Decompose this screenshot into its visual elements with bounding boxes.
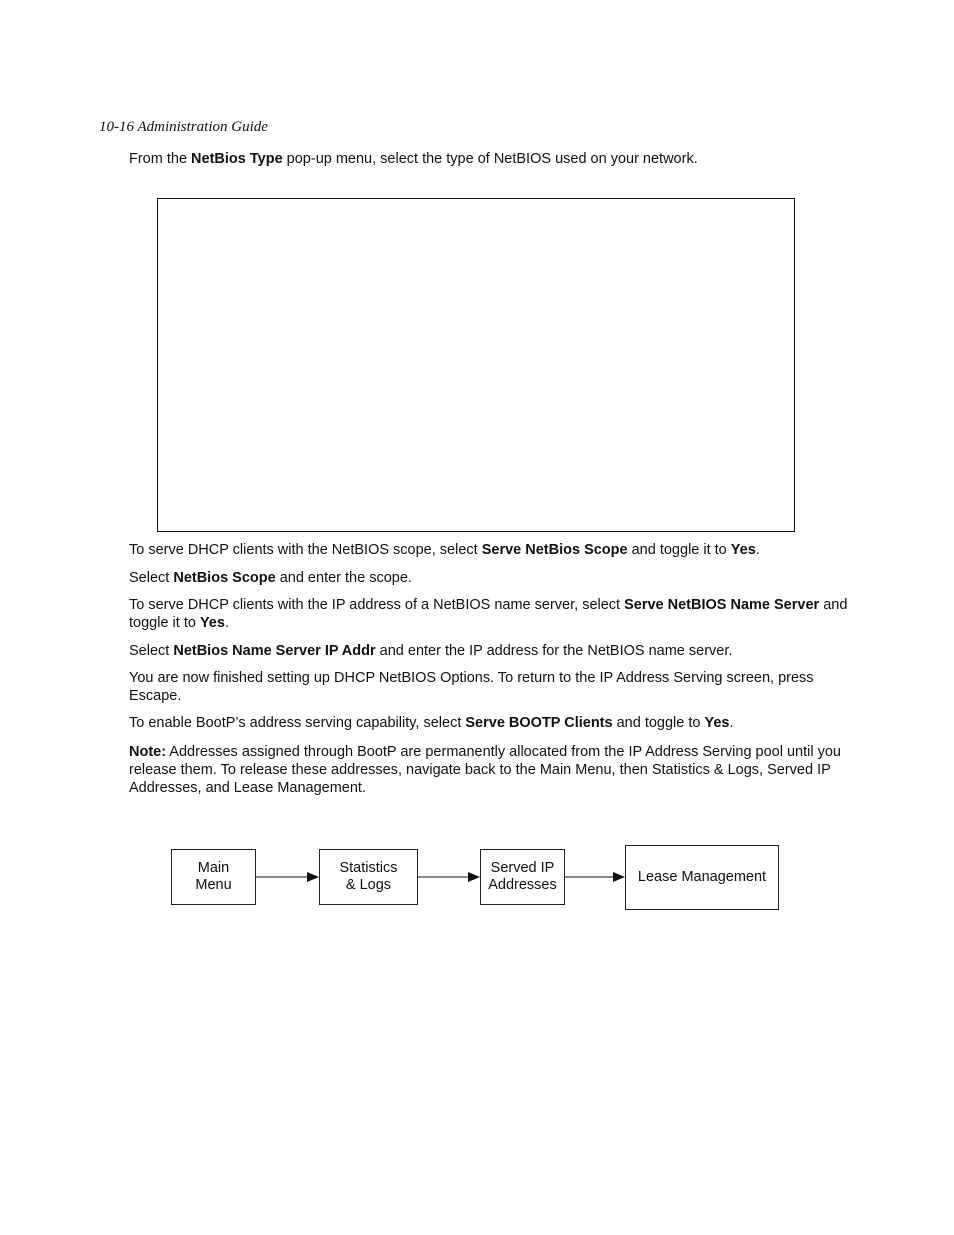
- text-run: To serve DHCP clients with the NetBIOS scope, select: [129, 542, 482, 558]
- note-paragraph: [129, 743, 855, 797]
- node-label: & Logs: [345, 877, 392, 893]
- text-run: You are now finished setting up DHCP NetBIOS Options. To return to the IP Address Serving screen, press Escape.: [129, 670, 814, 704]
- text-run: Addresses assigned through BootP are permanently allocated from the IP Address Serving pool until you release them. To release these addresses, navigate back to the Main Menu, then Statistics & Logs, Served IP Addresses, and Lease Management.: [129, 744, 841, 796]
- ui-term: Yes: [704, 715, 730, 731]
- node-label: Main: [197, 860, 230, 876]
- paragraph-serve-name-server: [129, 596, 855, 632]
- text-run: and enter the IP address for the NetBIOS name server.: [375, 643, 733, 659]
- node-label: Served IP: [490, 860, 555, 876]
- node-label: Menu: [195, 877, 232, 893]
- paragraph-finished: [129, 669, 855, 705]
- text-run: pop-up menu, select the type of NetBIOS used on your network.: [282, 151, 698, 167]
- ui-term: NetBios Name Server IP Addr: [173, 643, 376, 659]
- ui-term: Yes: [730, 542, 756, 558]
- ui-term: NetBios Type: [191, 151, 283, 167]
- flow-node-main-menu: [171, 849, 256, 905]
- text-run: .: [224, 615, 229, 631]
- text-run: Select: [129, 570, 174, 586]
- ui-term: Yes: [199, 615, 225, 631]
- ui-term: Serve NetBIOS Name Server: [624, 597, 820, 613]
- paragraph-netbios-type: [129, 150, 855, 168]
- text-run: .: [755, 542, 760, 558]
- paragraph-netbios-scope: [129, 569, 855, 587]
- text-run: and toggle it to: [129, 597, 848, 631]
- ui-term: Serve BOOTP Clients: [465, 715, 613, 731]
- text-run: Select: [129, 643, 174, 659]
- text-run: From the: [129, 151, 192, 167]
- text-run: and enter the scope.: [275, 570, 412, 586]
- running-header: 10-16 Administration Guide: [99, 119, 268, 135]
- paragraph-bootp: [129, 714, 855, 732]
- text-run: and toggle to: [612, 715, 705, 731]
- node-label: Statistics: [339, 860, 398, 876]
- ui-term: NetBios Scope: [173, 570, 276, 586]
- text-run: .: [729, 715, 734, 731]
- node-label: Lease Management: [637, 869, 767, 885]
- note-label: Note:: [129, 744, 167, 760]
- node-label: Addresses: [488, 877, 557, 893]
- flow-node-served-ip-addresses: [480, 849, 565, 905]
- paragraph-name-server-ip: [129, 642, 855, 660]
- flow-node-lease-management: [625, 845, 779, 910]
- screenshot-placeholder-frame: [157, 198, 795, 532]
- ui-term: Serve NetBios Scope: [481, 542, 628, 558]
- text-run: To enable BootP’s address serving capability, select: [129, 715, 466, 731]
- flow-node-statistics-logs: [319, 849, 418, 905]
- text-run: and toggle it to: [627, 542, 731, 558]
- paragraph-serve-scope: [129, 541, 855, 559]
- text-run: To serve DHCP clients with the IP address of a NetBIOS name server, select: [129, 597, 625, 613]
